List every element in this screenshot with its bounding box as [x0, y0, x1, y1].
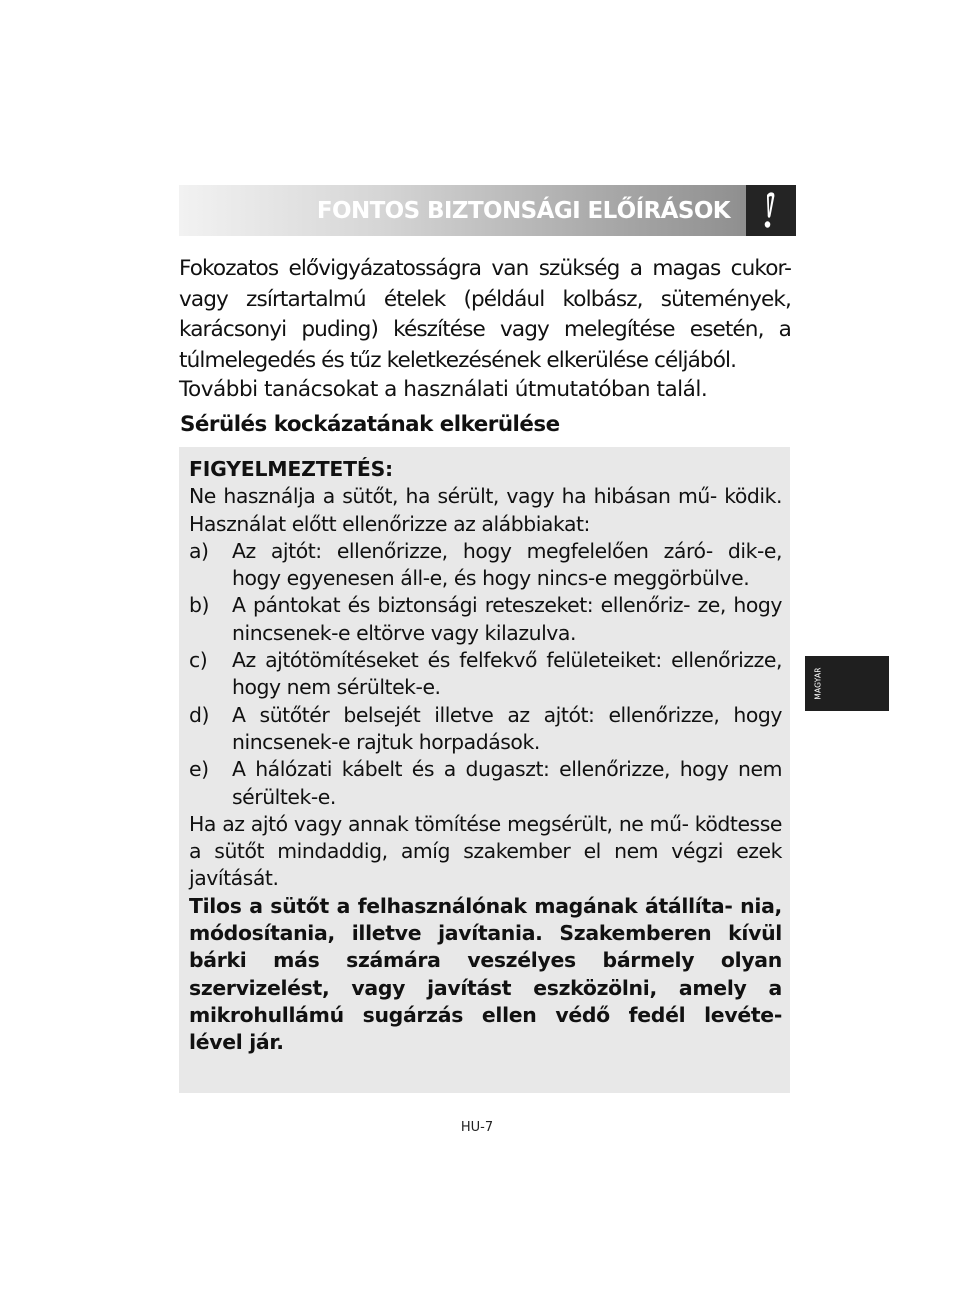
section-header-bar — [179, 185, 746, 236]
warning-title: FIGYELMEZTETÉS: — [189, 457, 394, 481]
check-item-text: Az ajtót: ellenőrizze, hogy megfelelően záró- dik-e, hogy egyenesen áll-e, és hogy nincs-e meggörbülve. — [232, 538, 782, 591]
check-item-marker: b) — [189, 593, 209, 618]
warning-box — [179, 447, 790, 1093]
check-item-text: Az ajtótömítéseket és felfekvő felületeiket: ellenőrizze, hogy nem sérültek-e. — [232, 648, 782, 700]
check-item — [189, 756, 782, 811]
check-item-marker: a) — [189, 538, 209, 563]
page-title: FONTOS BIZTONSÁGI ELŐÍRÁSOK — [316, 198, 730, 224]
check-item — [189, 647, 782, 702]
language-tab — [805, 656, 889, 711]
section-heading: Sérülés kockázatának elkerülése — [180, 412, 560, 437]
check-item-text: A hálózati kábelt és a dugaszt: ellenőrizze, hogy nem sérültek-e. — [232, 757, 782, 809]
check-list — [189, 538, 782, 811]
door-note: Ha az ajtó vagy annak tömítése megsérült, ne mű- ködtesse a sütőt mindaddig, amíg szakember el nem végzi ezek javítását. — [189, 811, 782, 891]
check-item-text: A sütőtér belsejét illetve az ajtót: ellenőrizze, hogy nincsenek-e rajtuk horpadások. — [232, 702, 782, 754]
check-item — [189, 592, 782, 647]
check-item-marker: d) — [189, 702, 209, 727]
check-item — [189, 702, 782, 757]
language-tab-label: MAGYAR — [813, 667, 823, 700]
exclamation-icon — [746, 185, 796, 236]
intro-paragraph: Fokozatos elővigyázatosságra van szükség a magas cukor- vagy zsírtartalmú ételek (például kolbász, sütemények, karácsonyi puding) készítése vagy melegítése esetén, a túlmelegedés és tűz keletkezésének elkerülése céljából. — [179, 256, 791, 373]
check-item-marker: c) — [189, 648, 208, 673]
warning-intro: Ne használja a sütőt, ha sérült, vagy ha hibásan mű- ködik. Használat előtt ellenőrizze az alábbiakat: — [189, 484, 782, 536]
bold-warning: Tilos a sütőt a felhasználónak magának átállíta- nia, módosítania, illetve javítania. Szakemberen kívül bárki más számára veszélyes bármely olyan szervizelést, vagy javítást eszközölni, amely a mikrohullámú sugárzás ellen védő fedél levéte- lével jár. — [189, 893, 782, 1055]
intro-note: További tanácsokat a használati útmutatóban talál. — [179, 377, 708, 402]
check-item-marker: e) — [189, 757, 209, 782]
check-item — [189, 538, 782, 593]
check-item-text: A pántokat és biztonsági reteszeket: ellenőriz- ze, hogy nincsenek-e eltörve vagy kilazulva. — [232, 593, 782, 645]
page-number: HU-7 — [460, 1120, 494, 1135]
